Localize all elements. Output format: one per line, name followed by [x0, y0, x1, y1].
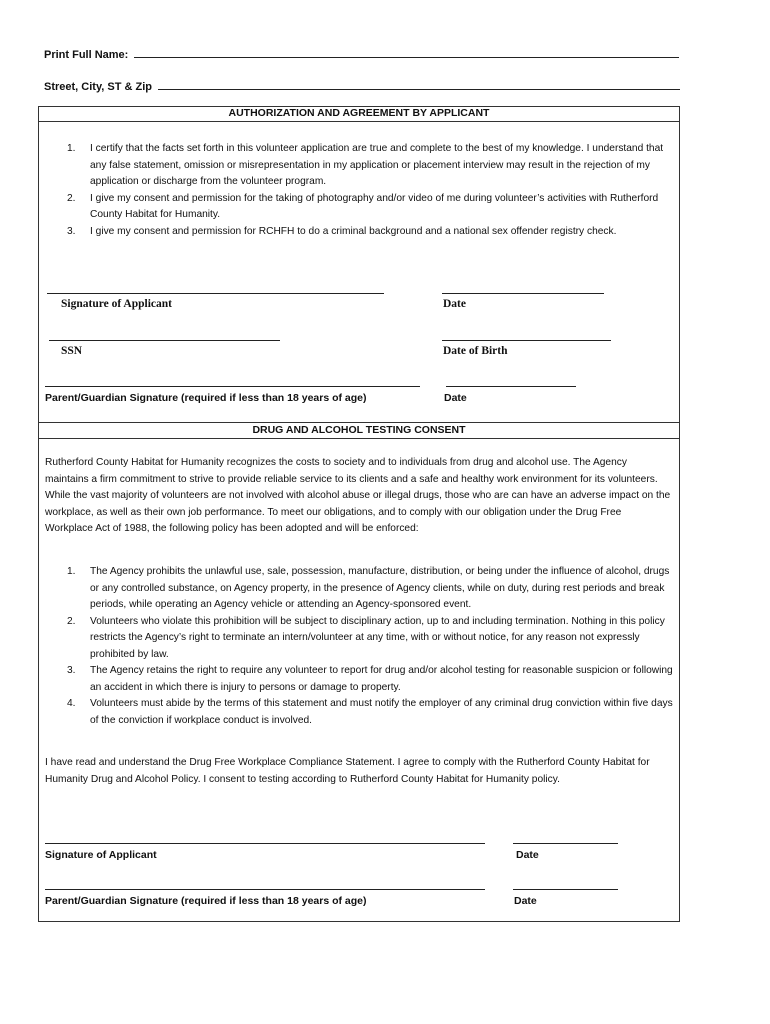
- list-item: 1. I certify that the facts set forth in this volunteer application are true and complete to the best of my knowledge. I understand that any false statement, omission or misrepresentation in my application or placement interview may result in the rejection of my application or discharge from the volunteer program.: [67, 143, 664, 187]
- street-city-label: Street, City, ST & Zip: [44, 81, 152, 93]
- authorization-list: [38, 141, 670, 240]
- ssn-label: SSN: [61, 345, 83, 357]
- drug-alcohol-title: DRUG AND ALCOHOL TESTING CONSENT: [38, 423, 680, 439]
- print-full-name-field[interactable]: [134, 47, 679, 58]
- consent-signature-label: Signature of Applicant: [45, 849, 157, 861]
- applicant-date-line[interactable]: [442, 293, 604, 294]
- consent-date-label: Date: [516, 849, 539, 861]
- applicant-signature-line[interactable]: [47, 293, 384, 294]
- guardian-date-label: Date: [444, 392, 467, 404]
- consent-guardian-date-line[interactable]: [513, 889, 618, 890]
- list-item: 2. I give my consent and permission for the taking of photography and/or video of me during volunteer’s activities with Rutherford County Habitat for Humanity.: [67, 192, 659, 220]
- list-item: 1. The Agency prohibits the unlawful use, sale, possession, manufacture, distribution, or being under the influence of alcohol, drugs or any controlled substance, on Agency property, in the presence of Agency clients, while on duty, during rest periods and break periods, while operating an Agency vehicle or attending an Agency-sponsored event.: [67, 566, 670, 610]
- print-full-name-row: [44, 47, 679, 61]
- consent-signature-line[interactable]: [45, 843, 485, 844]
- guardian-signature-line[interactable]: [45, 386, 420, 387]
- dob-line[interactable]: [442, 340, 611, 341]
- applicant-signature-label: Signature of Applicant: [61, 298, 172, 310]
- list-item: 4. Volunteers must abide by the terms of this statement and must notify the employer of any criminal drug conviction within five days of the conviction if workplace conduct is involved.: [67, 698, 673, 726]
- consent-guardian-line[interactable]: [45, 889, 485, 890]
- consent-guardian-label: Parent/Guardian Signature (required if less than 18 years of age): [45, 895, 367, 907]
- street-city-row: [44, 79, 680, 93]
- list-item: 2. Volunteers who violate this prohibition will be subject to disciplinary action, up to and including termination. Nothing in this policy restricts the Agency’s right to terminate an intern/volunteer at any time, with or without notice, for any reason not expressly prohibited by law.: [67, 615, 665, 660]
- consent-date-line[interactable]: [513, 843, 618, 844]
- drug-alcohol-closing: I have read and understand the Drug Free Workplace Compliance Statement. I agree to comply with the Rutherford County Habitat for Humanity Drug and Alcohol Policy. I consent to testing according to Rutherford County Habitat for Humanity policy.: [45, 757, 650, 785]
- list-item: 3. I give my consent and permission for RCHFH to do a criminal background and a national sex offender registry check.: [67, 225, 617, 237]
- applicant-date-label: Date: [443, 298, 466, 310]
- guardian-signature-label: Parent/Guardian Signature (required if less than 18 years of age): [45, 392, 367, 404]
- consent-guardian-date-label: Date: [514, 895, 537, 907]
- authorization-title: AUTHORIZATION AND AGREEMENT BY APPLICANT: [38, 106, 680, 122]
- guardian-date-line[interactable]: [446, 386, 576, 387]
- drug-alcohol-list: [38, 564, 678, 729]
- print-full-name-label: Print Full Name:: [44, 49, 129, 61]
- dob-label: Date of Birth: [443, 345, 508, 357]
- ssn-line[interactable]: [49, 340, 280, 341]
- street-city-field[interactable]: [158, 79, 680, 90]
- drug-alcohol-intro: Rutherford County Habitat for Humanity recognizes the costs to society and to individuals from drug and alcohol use. The Agency maintains a firm commitment to strive to provide reliable service to its clients and a safe and healthy work environment for its volunteers. While the vast majority of volunteers are not involved with alcohol abuse or illegal drugs, those who are can have an adverse impact on the workplace, as well as their own job performance. To meet our obligations, and to comply with our obligation under the Drug Free Workplace Act of 1988, the following policy has been adopted and will be enforced:: [45, 457, 671, 534]
- list-item: 3. The Agency retains the right to require any volunteer to report for drug and/or alcohol testing for reasonable suspicion or following an accident in which there is injury to persons or damage to property.: [67, 665, 673, 693]
